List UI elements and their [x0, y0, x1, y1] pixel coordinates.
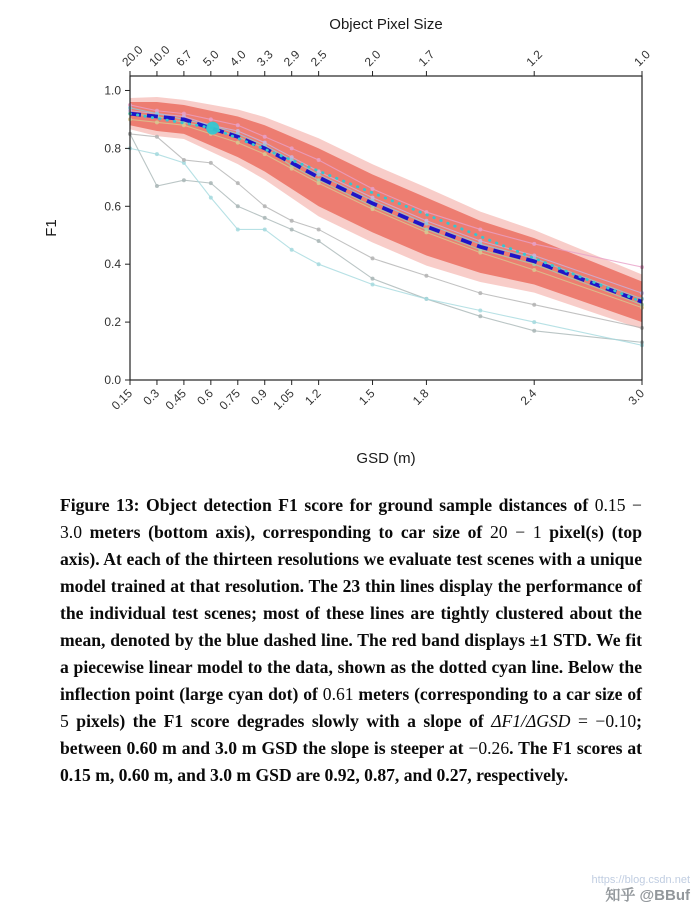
- svg-text:0.8: 0.8: [104, 141, 121, 156]
- svg-text:0.4: 0.4: [104, 257, 121, 272]
- figure-caption: [60, 492, 642, 789]
- f1-chart-svg: [26, 12, 674, 470]
- svg-text:1.2: 1.2: [523, 47, 546, 70]
- svg-text:2.9: 2.9: [280, 47, 303, 70]
- svg-text:0.15: 0.15: [108, 386, 136, 413]
- svg-text:1.05: 1.05: [270, 386, 297, 413]
- caption-segment: pixels) the F1 score degrades slowly with a slope of: [68, 711, 492, 731]
- svg-text:1.0: 1.0: [104, 83, 121, 98]
- svg-text:0.3: 0.3: [140, 386, 163, 408]
- svg-text:1.0: 1.0: [631, 47, 653, 70]
- watermark-credit: 知乎 @BBuf: [605, 887, 690, 904]
- svg-text:2.0: 2.0: [361, 47, 384, 70]
- svg-text:0.6: 0.6: [194, 386, 216, 408]
- caption-segment: 0.61: [322, 684, 354, 704]
- svg-text:5.0: 5.0: [200, 47, 222, 70]
- caption-segment: pixel(s) (top axis). At each of the thirteen resolutions we evaluate test scenes with a unique model trained at that resolution. The 23 thin lines display the performance of the individual test scenes; most of these lines are tightly clustered about the mean, denoted by the blue dashed line. The red band displays ±1 STD. We fit a piecewise linear model to the data, shown as the dotted cyan line. Below the inflection point (large cyan dot) of: [60, 522, 642, 704]
- svg-text:1.5: 1.5: [355, 386, 378, 408]
- watermark-url: https://blog.csdn.net: [591, 874, 690, 886]
- caption-segment: ΔF1/ΔGSD: [491, 711, 571, 731]
- svg-text:GSD (m): GSD (m): [356, 450, 416, 467]
- caption-segment: Figure 13: Object detection F1 score for ground sample distances of: [60, 495, 595, 515]
- caption-segment: 5: [60, 711, 69, 731]
- svg-text:Object Pixel Size: Object Pixel Size: [329, 16, 443, 33]
- svg-text:1.7: 1.7: [415, 47, 438, 70]
- svg-text:0.6: 0.6: [104, 199, 121, 214]
- svg-text:6.7: 6.7: [173, 47, 195, 70]
- svg-text:F1: F1: [43, 219, 60, 237]
- svg-text:3.3: 3.3: [253, 47, 276, 70]
- caption-segment: 20 − 1: [489, 522, 542, 542]
- watermark: [592, 874, 690, 905]
- svg-text:2.4: 2.4: [517, 386, 540, 408]
- svg-text:0.75: 0.75: [216, 386, 243, 413]
- svg-text:0.9: 0.9: [248, 386, 270, 408]
- svg-text:4.0: 4.0: [227, 47, 249, 70]
- svg-text:2.5: 2.5: [307, 47, 330, 70]
- caption-segment: 0.15 − 3.0: [60, 495, 642, 542]
- caption-segment: meters (bottom axis), corresponding to car size of: [82, 522, 490, 542]
- caption-segment: . The F1 scores at 0.15 m, 0.60 m, and 3.0 m GSD are 0.92, 0.87, and 0.27, respectively.: [60, 738, 642, 785]
- caption-segment: meters (corresponding to a car size of: [353, 684, 642, 704]
- caption-segment: ; between 0.60 m and 3.0 m GSD the slope is steeper at: [60, 711, 642, 758]
- svg-text:1.2: 1.2: [302, 386, 324, 408]
- svg-text:0.2: 0.2: [104, 315, 121, 330]
- svg-text:0.45: 0.45: [162, 386, 190, 413]
- svg-text:10.0: 10.0: [146, 42, 173, 70]
- svg-text:20.0: 20.0: [119, 42, 146, 70]
- svg-text:1.8: 1.8: [409, 386, 432, 408]
- caption-segment: −0.26: [468, 738, 510, 758]
- caption-segment: = −0.10: [570, 711, 637, 731]
- svg-text:3.0: 3.0: [625, 386, 648, 408]
- svg-text:0.0: 0.0: [104, 373, 121, 387]
